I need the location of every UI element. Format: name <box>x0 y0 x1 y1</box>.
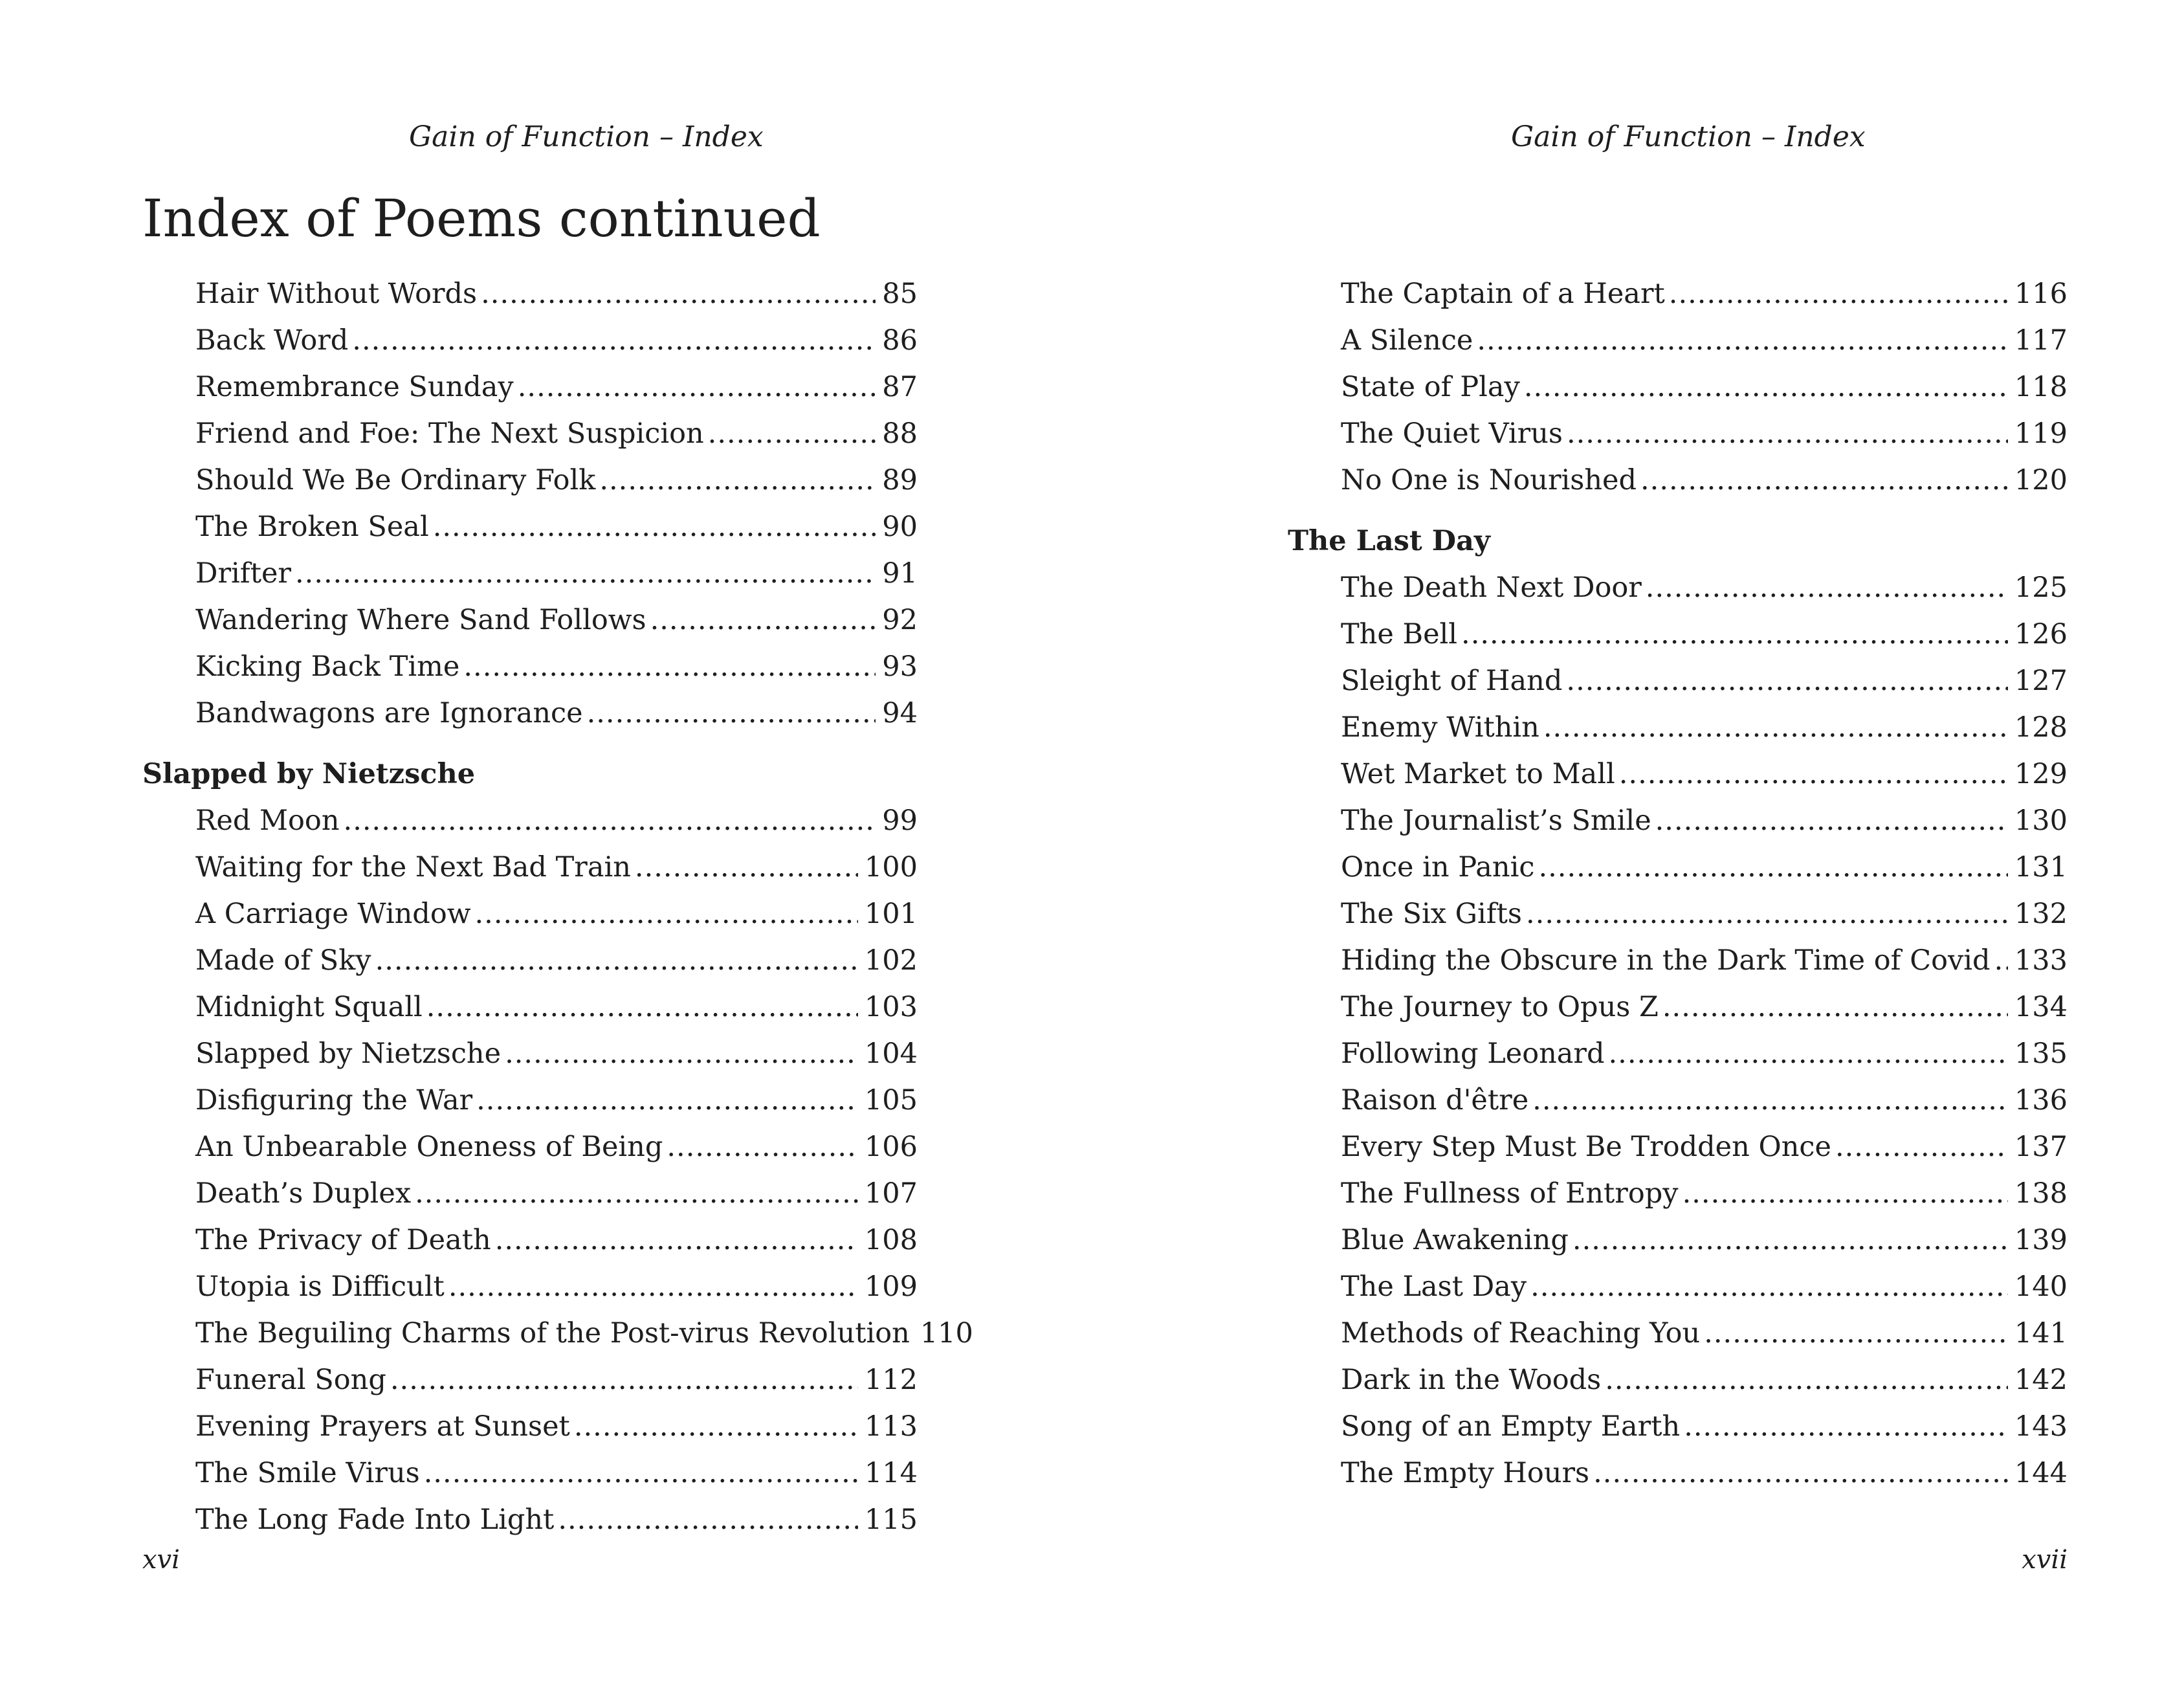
dot-leader <box>1524 364 2008 410</box>
left-page <box>142 0 973 1699</box>
index-list <box>1288 271 2068 1496</box>
entry-title: Bandwagons are Ignorance <box>195 697 583 729</box>
entry-page-number: 105 <box>864 1084 918 1116</box>
entry-title: The Beguiling Charms of the Post-virus Revolution <box>195 1317 910 1349</box>
index-entry <box>142 1403 918 1450</box>
entry-page-number: 102 <box>864 944 918 977</box>
entry-page-number: 138 <box>2014 1177 2068 1210</box>
entry-title: Hiding the Obscure in the Dark Time of Covid <box>1341 944 1991 977</box>
entry-page-number: 143 <box>2014 1410 2068 1443</box>
entry-title: Once in Panic <box>1341 851 1535 883</box>
entry-title: Sleight of Hand <box>1341 665 1563 697</box>
dot-leader <box>505 1030 858 1077</box>
entry-title: The Fullness of Entropy <box>1341 1177 1679 1210</box>
entry-title: Raison d'être <box>1341 1084 1529 1116</box>
index-list <box>142 271 973 1543</box>
entry-title: Hair Without Words <box>195 278 478 310</box>
index-entry <box>1288 704 2068 751</box>
index-entry <box>142 891 918 937</box>
entry-title: The Quiet Virus <box>1341 417 1563 450</box>
index-entry <box>142 1310 973 1357</box>
index-entry <box>1288 364 2068 410</box>
index-entry <box>142 844 918 891</box>
index-entry <box>142 457 918 504</box>
entry-title: Utopia is Difficult <box>195 1271 445 1303</box>
entry-title: The Captain of a Heart <box>1341 278 1665 310</box>
entry-group <box>142 797 973 1543</box>
index-entry <box>142 1263 918 1310</box>
dot-leader <box>475 891 858 937</box>
dot-leader <box>587 690 876 737</box>
index-entry <box>142 643 918 690</box>
index-entry <box>142 1357 918 1403</box>
entry-page-number: 100 <box>864 851 918 883</box>
entry-page-number: 92 <box>882 604 918 636</box>
entry-page-number: 107 <box>864 1177 918 1210</box>
entry-page-number: 132 <box>2014 898 2068 930</box>
entry-page-number: 137 <box>2014 1131 2068 1163</box>
index-entry <box>1288 457 2068 504</box>
entry-title: The Broken Seal <box>195 511 429 543</box>
index-entry <box>142 1170 918 1217</box>
entry-title: The Journey to Opus Z <box>1341 991 1659 1023</box>
entry-page-number: 119 <box>2014 417 2068 450</box>
dot-leader <box>708 410 876 457</box>
dot-leader <box>476 1077 858 1124</box>
dot-leader <box>1669 271 2008 317</box>
entry-page-number: 141 <box>2014 1317 2068 1349</box>
dot-leader <box>1704 1310 2008 1357</box>
index-entry <box>142 410 918 457</box>
index-entry <box>1288 1030 2068 1077</box>
dot-leader <box>1655 797 2008 844</box>
entry-page-number: 99 <box>882 805 918 837</box>
right-page <box>1288 0 2068 1699</box>
entry-title: Funeral Song <box>195 1364 386 1396</box>
dot-leader <box>495 1217 858 1263</box>
entry-group <box>1288 271 2068 504</box>
entry-page-number: 144 <box>2014 1457 2068 1489</box>
entry-page-number: 85 <box>882 278 918 310</box>
entry-page-number: 135 <box>2014 1038 2068 1070</box>
dot-leader <box>390 1357 858 1403</box>
entry-title: Wet Market to Mall <box>1341 758 1615 790</box>
entry-page-number: 110 <box>920 1317 973 1349</box>
dot-leader <box>1543 704 2008 751</box>
entry-title: Midnight Squall <box>195 991 423 1023</box>
entry-title: No One is Nourished <box>1341 464 1637 496</box>
entry-page-number: 117 <box>2014 324 2068 357</box>
index-entry <box>1288 611 2068 658</box>
entry-page-number: 94 <box>882 697 918 729</box>
entry-page-number: 127 <box>2014 665 2068 697</box>
index-entry <box>1288 410 2068 457</box>
entry-page-number: 120 <box>2014 464 2068 496</box>
dot-leader <box>1684 1403 2008 1450</box>
section-heading: Slapped by Nietzsche <box>142 758 476 790</box>
entry-title: Every Step Must Be Trodden Once <box>1341 1131 1831 1163</box>
entry-title: Disfiguring the War <box>195 1084 473 1116</box>
index-entry <box>1288 844 2068 891</box>
page-number: xvi <box>142 1545 180 1575</box>
dot-leader <box>558 1496 858 1543</box>
entry-page-number: 114 <box>864 1457 918 1489</box>
entry-page-number: 118 <box>2014 371 2068 403</box>
index-entry <box>142 550 918 597</box>
entry-title: Drifter <box>195 557 291 590</box>
entry-title: The Privacy of Death <box>195 1224 491 1256</box>
dot-leader <box>448 1263 858 1310</box>
entry-title: The Long Fade Into Light <box>195 1504 555 1536</box>
index-entry <box>1288 1170 2068 1217</box>
entry-page-number: 108 <box>864 1224 918 1256</box>
section-heading: The Last Day <box>1288 525 1490 557</box>
entry-title: Enemy Within <box>1341 711 1539 744</box>
dot-leader <box>481 271 876 317</box>
index-entry <box>1288 751 2068 797</box>
index-entry <box>142 1077 918 1124</box>
dot-leader <box>1835 1124 2008 1170</box>
index-entry <box>142 271 918 317</box>
entry-title: Waiting for the Next Bad Train <box>195 851 631 883</box>
dot-leader <box>650 597 876 643</box>
entry-title: Death’s Duplex <box>195 1177 412 1210</box>
entry-page-number: 131 <box>2014 851 2068 883</box>
dot-leader <box>1477 317 2008 364</box>
dot-leader <box>415 1170 858 1217</box>
entry-title: Evening Prayers at Sunset <box>195 1410 570 1443</box>
index-entry <box>1288 658 2068 704</box>
entry-page-number: 142 <box>2014 1364 2068 1396</box>
entry-page-number: 136 <box>2014 1084 2068 1116</box>
entry-title: The Bell <box>1341 618 1458 650</box>
entry-title: An Unbearable Oneness of Being <box>195 1131 663 1163</box>
index-entry <box>142 690 918 737</box>
dot-leader <box>635 844 858 891</box>
entry-page-number: 88 <box>882 417 918 450</box>
entry-page-number: 106 <box>864 1131 918 1163</box>
entry-group <box>142 271 918 737</box>
entry-title: The Six Gifts <box>1341 898 1522 930</box>
entry-page-number: 109 <box>864 1271 918 1303</box>
entry-title: Red Moon <box>195 805 340 837</box>
entry-group <box>1288 564 2068 1496</box>
entry-page-number: 140 <box>2014 1271 2068 1303</box>
dot-leader <box>1640 457 2008 504</box>
index-entry <box>1288 937 2068 984</box>
entry-title: The Smile Virus <box>195 1457 420 1489</box>
dot-leader <box>1619 751 2008 797</box>
entry-page-number: 129 <box>2014 758 2068 790</box>
entry-page-number: 130 <box>2014 805 2068 837</box>
index-entry <box>1288 1124 2068 1170</box>
dot-leader <box>574 1403 858 1450</box>
dot-leader <box>1572 1217 2008 1263</box>
dot-leader <box>424 1450 858 1496</box>
dot-leader <box>599 457 876 504</box>
page-title: Index of Poems continued <box>142 188 821 249</box>
dot-leader <box>344 797 876 844</box>
entry-page-number: 101 <box>864 898 918 930</box>
entry-page-number: 115 <box>864 1504 918 1536</box>
dot-leader <box>1566 658 2008 704</box>
index-entry <box>142 1496 918 1543</box>
entry-page-number: 93 <box>882 650 918 683</box>
index-entry <box>1288 1310 2068 1357</box>
entry-title: A Silence <box>1341 324 1473 357</box>
running-head: Gain of Function – Index <box>1511 120 1866 153</box>
index-entry <box>1288 317 2068 364</box>
entry-title: The Death Next Door <box>1341 572 1642 604</box>
entry-page-number: 125 <box>2014 572 2068 604</box>
entry-page-number: 113 <box>864 1410 918 1443</box>
index-entry <box>142 317 918 364</box>
index-entry <box>142 937 918 984</box>
entry-title: Back Word <box>195 324 349 357</box>
entry-title: Kicking Back Time <box>195 650 460 683</box>
index-entry <box>1288 891 2068 937</box>
entry-title: State of Play <box>1341 371 1520 403</box>
dot-leader <box>295 550 876 597</box>
entry-title: Friend and Foe: The Next Suspicion <box>195 417 704 450</box>
entry-page-number: 104 <box>864 1038 918 1070</box>
index-entry <box>1288 564 2068 611</box>
dot-leader <box>375 937 858 984</box>
entry-title: Remembrance Sunday <box>195 371 514 403</box>
entry-title: The Empty Hours <box>1341 1457 1590 1489</box>
dot-leader <box>433 504 876 550</box>
dot-leader <box>463 643 876 690</box>
entry-title: The Journalist’s Smile <box>1341 805 1651 837</box>
entry-title: Should We Be Ordinary Folk <box>195 464 596 496</box>
running-head: Gain of Function – Index <box>409 120 764 153</box>
dot-leader <box>667 1124 858 1170</box>
index-entry <box>142 984 918 1030</box>
page-number: xvii <box>2022 1545 2068 1575</box>
dot-leader <box>1662 984 2008 1030</box>
index-entry <box>1288 271 2068 317</box>
entry-title: Following Leonard <box>1341 1038 1605 1070</box>
entry-title: The Last Day <box>1341 1271 1527 1303</box>
index-entry <box>1288 1077 2068 1124</box>
dot-leader <box>1994 937 2008 984</box>
dot-leader <box>426 984 858 1030</box>
entry-title: Blue Awakening <box>1341 1224 1569 1256</box>
dot-leader <box>1530 1263 2008 1310</box>
dot-leader <box>1567 410 2008 457</box>
entry-title: Methods of Reaching You <box>1341 1317 1701 1349</box>
dot-leader <box>518 364 876 410</box>
index-entry <box>1288 1403 2068 1450</box>
index-entry <box>1288 797 2068 844</box>
entry-page-number: 128 <box>2014 711 2068 744</box>
entry-page-number: 91 <box>882 557 918 590</box>
entry-title: Slapped by Nietzsche <box>195 1038 502 1070</box>
index-entry <box>142 1124 918 1170</box>
dot-leader <box>1682 1170 2008 1217</box>
entry-page-number: 103 <box>864 991 918 1023</box>
dot-leader <box>352 317 876 364</box>
index-entry <box>142 1217 918 1263</box>
dot-leader <box>1593 1450 2008 1496</box>
index-entry <box>142 364 918 410</box>
entry-page-number: 116 <box>2014 278 2068 310</box>
index-entry <box>142 1450 918 1496</box>
index-entry <box>142 597 918 643</box>
dot-leader <box>1646 564 2008 611</box>
index-entry <box>142 1030 918 1077</box>
entry-page-number: 112 <box>864 1364 918 1396</box>
index-entry <box>1288 1357 2068 1403</box>
entry-page-number: 89 <box>882 464 918 496</box>
entry-title: Wandering Where Sand Follows <box>195 604 646 636</box>
entry-page-number: 87 <box>882 371 918 403</box>
entry-page-number: 133 <box>2014 944 2068 977</box>
index-entry <box>142 797 918 844</box>
dot-leader <box>1609 1030 2008 1077</box>
entry-title: Made of Sky <box>195 944 371 977</box>
index-entry <box>1288 984 2068 1030</box>
dot-leader <box>1461 611 2008 658</box>
dot-leader <box>1538 844 2007 891</box>
entry-page-number: 90 <box>882 511 918 543</box>
dot-leader <box>1605 1357 2008 1403</box>
index-entry <box>142 504 918 550</box>
index-entry <box>1288 1263 2068 1310</box>
entry-title: Dark in the Woods <box>1341 1364 1602 1396</box>
entry-title: A Carriage Window <box>195 898 471 930</box>
entry-page-number: 139 <box>2014 1224 2068 1256</box>
entry-page-number: 134 <box>2014 991 2068 1023</box>
entry-title: Song of an Empty Earth <box>1341 1410 1681 1443</box>
entry-page-number: 86 <box>882 324 918 357</box>
dot-leader <box>1532 1077 2008 1124</box>
index-entry <box>1288 1450 2068 1496</box>
index-entry <box>1288 1217 2068 1263</box>
entry-page-number: 126 <box>2014 618 2068 650</box>
dot-leader <box>1526 891 2008 937</box>
